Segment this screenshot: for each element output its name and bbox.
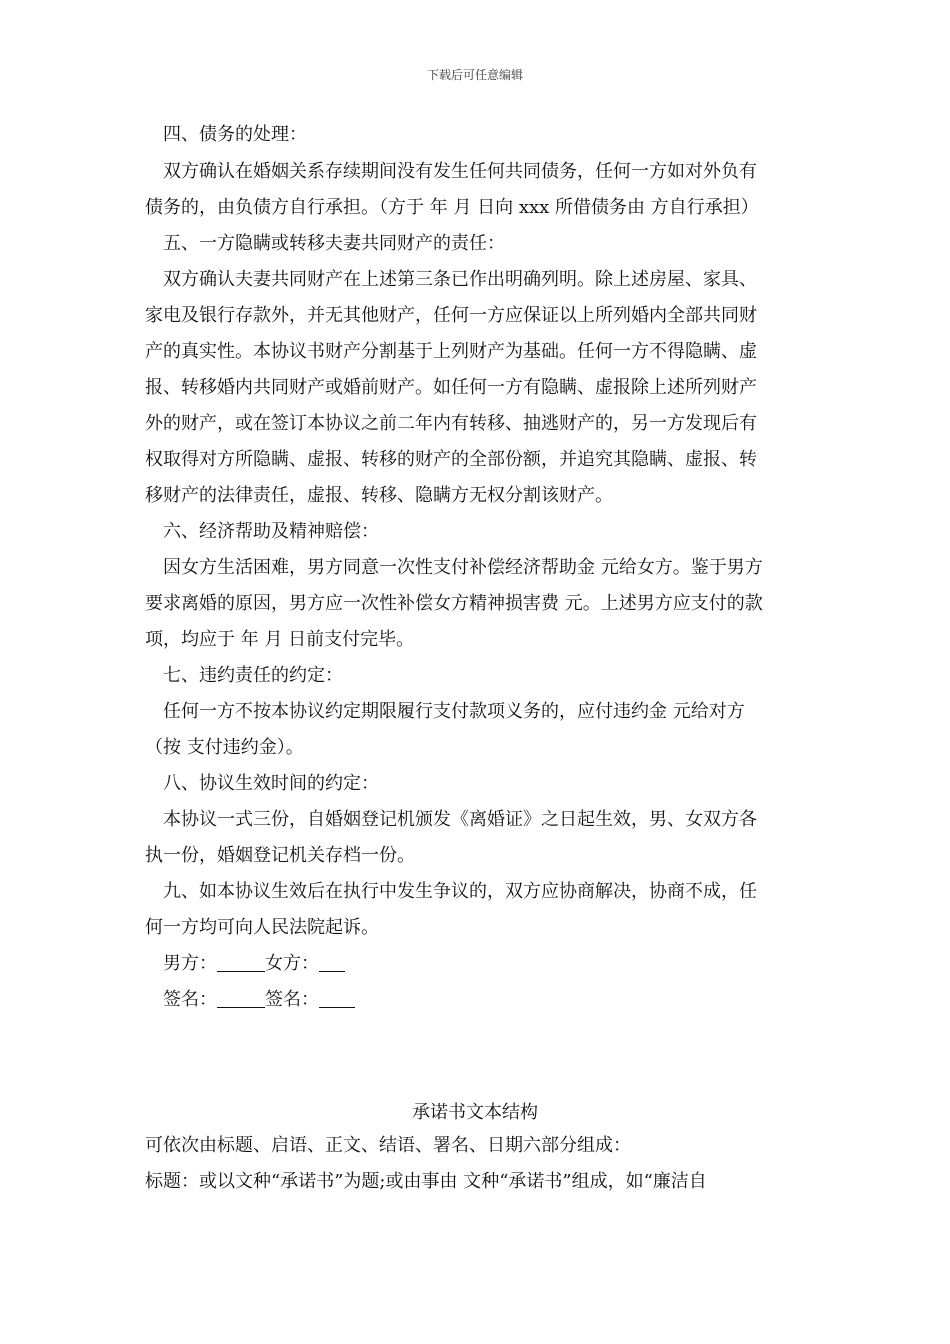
female-name-blank xyxy=(319,953,345,972)
section-heading: 五、一方隐瞒或转移夫妻共同财产的责任： xyxy=(163,233,505,254)
section-title: 承诺书文本结构 xyxy=(412,1102,538,1123)
paragraph-line: 报、转移婚内共同财产或婚前财产。如任何一方有隐瞒、虚报除上述所列财产 xyxy=(145,377,757,398)
page-header: 下载后可任意编辑 xyxy=(426,68,523,82)
paragraph-line: 本协议一式三份，自婚姻登记机颁发《离婚证》之日起生效，男、女双方各 xyxy=(163,809,757,830)
paragraph-line: 项，均应于 年 月 日前支付完毕。 xyxy=(145,629,415,650)
sign-blank xyxy=(319,989,355,1008)
section-heading: 九、如本协议生效后在执行中发生争议的，双方应协商解决，协商不成，任 xyxy=(163,881,757,902)
female-label: 女方： xyxy=(265,953,319,974)
paragraph-line: 移财产的法律责任，虚报、转移、隐瞒方无权分割该财产。 xyxy=(145,485,613,506)
signature-line-signs xyxy=(163,988,355,1012)
paragraph-line: 产的真实性。本协议书财产分割基于上列财产为基础。任何一方不得隐瞒、虚 xyxy=(145,341,757,362)
signature-line-parties xyxy=(163,952,345,976)
section-heading: 七、违约责任的约定： xyxy=(163,665,343,686)
male-label: 男方： xyxy=(163,953,217,974)
paragraph-line: 要求离婚的原因，男方应一次性补偿女方精神损害费 元。上述男方应支付的款 xyxy=(145,593,763,614)
paragraph-line: 标题：或以文种“承诺书”为题;或由事由 文种“承诺书”组成，如“廉洁自 xyxy=(145,1171,707,1192)
section-heading: 六、经济帮助及精神赔偿： xyxy=(163,521,379,542)
sign-label: 签名： xyxy=(163,989,217,1010)
paragraph-line: 可依次由标题、启语、正文、结语、署名、日期六部分组成： xyxy=(145,1135,631,1156)
section-heading: 四、债务的处理： xyxy=(163,124,307,145)
paragraph-line: 双方确认夫妻共同财产在上述第三条已作出明确列明。除上述房屋、家具、 xyxy=(163,269,757,290)
paragraph-line: 任何一方不按本协议约定期限履行支付款项义务的，应付违约金 元给对方 xyxy=(163,701,745,722)
paragraph-line: 债务的，由负债方自行承担。（方于 年 月 日向 xxx 所借债务由 方自行承担） xyxy=(145,197,759,218)
paragraph-line: 权取得对方所隐瞒、虚报、转移的财产的全部份额，并追究其隐瞒、虚报、转 xyxy=(145,449,757,470)
male-name-blank xyxy=(217,953,265,972)
paragraph-line: 外的财产，或在签订本协议之前二年内有转移、抽逃财产的，另一方发现后有 xyxy=(145,413,757,434)
paragraph-line: 何一方均可向人民法院起诉。 xyxy=(145,917,379,938)
paragraph-line: 家电及银行存款外，并无其他财产，任何一方应保证以上所列婚内全部共同财 xyxy=(145,305,757,326)
section-heading: 八、协议生效时间的约定： xyxy=(163,773,379,794)
paragraph-line: 因女方生活困难，男方同意一次性支付补偿经济帮助金 元给女方。鉴于男方 xyxy=(163,557,763,578)
sign-blank xyxy=(217,989,265,1008)
paragraph-line: 双方确认在婚姻关系存续期间没有发生任何共同债务，任何一方如对外负有 xyxy=(163,161,757,182)
paragraph-line: （按 支付违约金）。 xyxy=(145,737,304,758)
paragraph-line: 执一份，婚姻登记机关存档一份。 xyxy=(145,845,415,866)
sign-label: 签名： xyxy=(265,989,319,1010)
